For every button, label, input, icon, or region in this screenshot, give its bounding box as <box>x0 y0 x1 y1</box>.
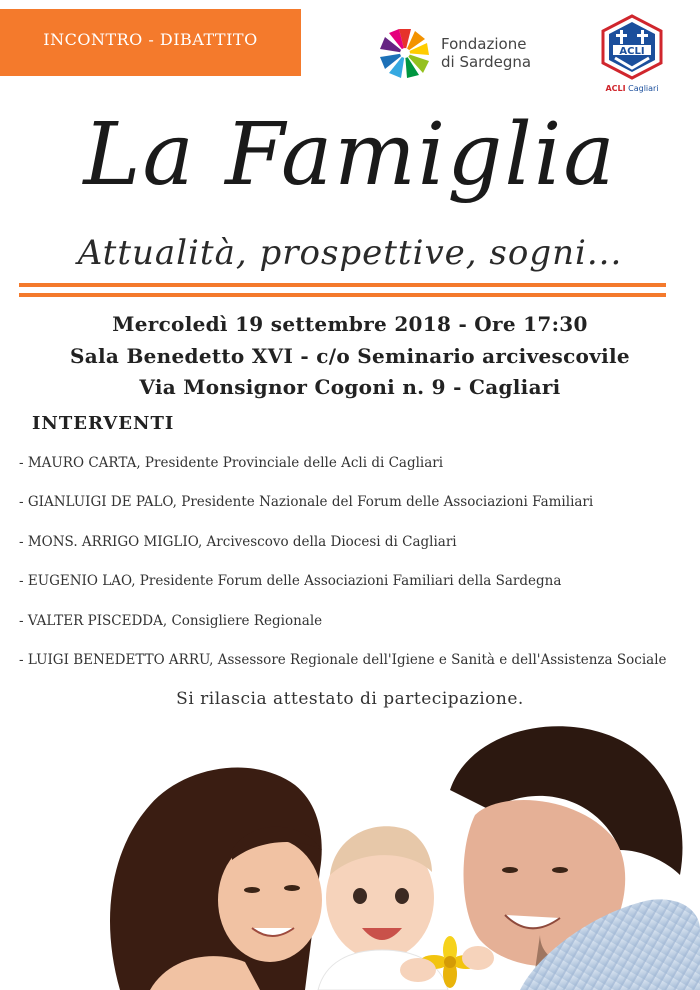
divider-bottom <box>19 293 666 297</box>
acli-caption-city: Cagliari <box>628 84 659 93</box>
speaker-item: - LUIGI BENEDETTO ARRU, Assessore Regionale dell'Igiene e Sanità e dell'Assistenza Sociale <box>19 652 667 668</box>
acli-emblem-icon <box>598 14 666 84</box>
divider-top <box>19 283 666 287</box>
event-venue: Sala Benedetto XVI - c/o Seminario arcivescovile <box>70 344 630 368</box>
acli-cagliari-logo <box>598 14 666 96</box>
event-date-time: Mercoledì 19 settembre 2018 - Ore 17:30 <box>112 312 588 336</box>
speaker-item: - MAURO CARTA, Presidente Provinciale delle Acli di Cagliari <box>19 455 444 471</box>
fondazione-name-line1: Fondazione <box>441 35 527 53</box>
page-title: La Famiglia <box>83 105 617 205</box>
fondazione-sardegna-emblem-icon <box>379 27 431 79</box>
fondazione-sardegna-logo <box>379 27 549 83</box>
event-type-banner <box>0 9 301 76</box>
attendance-certificate-note: Si rilascia attestato di partecipazione. <box>176 689 524 709</box>
event-address: Via Monsignor Cogoni n. 9 - Cagliari <box>139 375 561 399</box>
speaker-item: - EUGENIO LAO, Presidente Forum delle Associazioni Familiari della Sardegna <box>19 573 562 589</box>
acli-caption-acronym: ACLI <box>605 84 626 93</box>
speaker-item: - VALTER PISCEDDA, Consigliere Regionale <box>19 613 323 629</box>
speaker-item: - MONS. ARRIGO MIGLIO, Arcivescovo della Diocesi di Cagliari <box>19 534 457 550</box>
interventi-heading: INTERVENTI <box>32 413 175 434</box>
family-photo <box>0 700 700 990</box>
fondazione-name-line2: di Sardegna <box>441 53 532 71</box>
acli-caption <box>598 84 666 93</box>
acli-badge-text: ACLI <box>619 46 645 57</box>
event-type-label: INCONTRO - DIBATTITO <box>43 30 258 49</box>
page-subtitle: Attualità, prospettive, sogni... <box>77 233 623 273</box>
fondazione-sardegna-name <box>441 35 531 71</box>
speaker-item: - GIANLUIGI DE PALO, Presidente Nazionale del Forum delle Associazioni Familiari <box>19 494 594 510</box>
